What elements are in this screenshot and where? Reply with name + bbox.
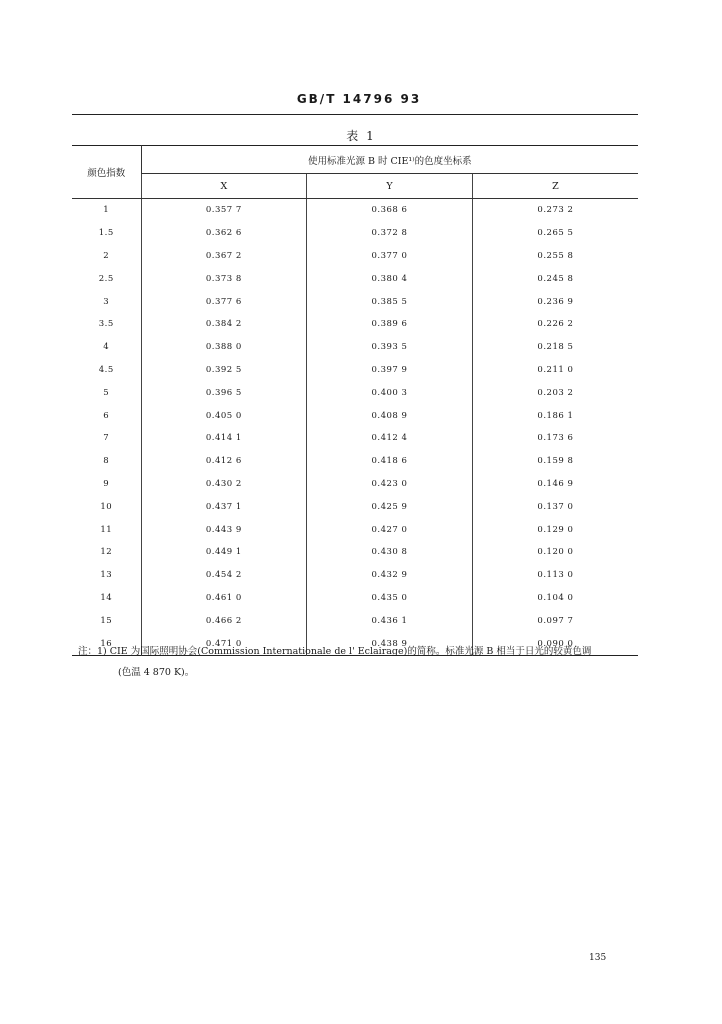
- table-row: [72, 564, 638, 587]
- z-value-cell: 0.173 6: [472, 427, 638, 450]
- y-value-cell: 0.432 9: [307, 564, 473, 587]
- y-value-cell: 0.436 1: [307, 609, 473, 632]
- table-row: [72, 336, 638, 359]
- color-index-cell: 2: [103, 250, 110, 261]
- chromaticity-table-wrapper: [72, 145, 638, 656]
- z-value-cell: 0.273 2: [472, 199, 638, 222]
- y-value-cell: 0.438 9: [307, 632, 473, 655]
- x-value-cell: 0.466 2: [141, 609, 307, 632]
- table-row: [72, 495, 638, 518]
- z-value-cell: 0.203 2: [472, 381, 638, 404]
- chromaticity-table: [72, 145, 638, 656]
- y-value-cell: 0.377 0: [307, 245, 473, 268]
- x-value-cell: 0.362 6: [141, 222, 307, 245]
- table-row: [72, 518, 638, 541]
- table-row: [72, 267, 638, 290]
- z-value-cell: 0.211 0: [472, 359, 638, 382]
- x-value-cell: 0.396 5: [141, 381, 307, 404]
- color-index-cell: 4.5: [98, 364, 114, 375]
- x-value-cell: 0.367 2: [141, 245, 307, 268]
- y-value-cell: 0.380 4: [307, 267, 473, 290]
- x-value-cell: 0.373 8: [141, 267, 307, 290]
- y-value-cell: 0.427 0: [307, 518, 473, 541]
- table-row: [72, 404, 638, 427]
- x-value-cell: 0.461 0: [141, 587, 307, 610]
- x-value-cell: 0.388 0: [141, 336, 307, 359]
- color-index-cell: 15: [100, 615, 113, 626]
- z-value-cell: 0.159 8: [472, 450, 638, 473]
- z-value-cell: 0.245 8: [472, 267, 638, 290]
- table-row: [72, 199, 638, 222]
- table-row: [72, 313, 638, 336]
- y-value-cell: 0.400 3: [307, 381, 473, 404]
- z-value-cell: 0.137 0: [472, 495, 638, 518]
- table-caption: 表 1: [346, 129, 376, 143]
- color-index-cell: 9: [103, 478, 110, 489]
- y-value-cell: 0.408 9: [307, 404, 473, 427]
- y-value-cell: 0.393 5: [307, 336, 473, 359]
- table-row: [72, 381, 638, 404]
- table-row: [72, 587, 638, 610]
- x-value-cell: 0.449 1: [141, 541, 307, 564]
- color-index-cell: 14: [100, 592, 113, 603]
- z-value-cell: 0.218 5: [472, 336, 638, 359]
- z-value-cell: 0.113 0: [472, 564, 638, 587]
- column-header-y: Y: [307, 174, 473, 199]
- table-row: [72, 473, 638, 496]
- table-row: [72, 427, 638, 450]
- color-index-cell: 3.5: [98, 319, 114, 330]
- x-value-cell: 0.357 7: [141, 199, 307, 222]
- z-value-cell: 0.090 0: [472, 632, 638, 655]
- y-value-cell: 0.418 6: [307, 450, 473, 473]
- color-index-cell: 1: [103, 205, 110, 216]
- z-value-cell: 0.146 9: [472, 473, 638, 496]
- x-value-cell: 0.430 2: [141, 473, 307, 496]
- footnote-line-2: (色温 4 870 K)。: [118, 667, 195, 678]
- table-row: [72, 541, 638, 564]
- z-value-cell: 0.236 9: [472, 290, 638, 313]
- z-value-cell: 0.097 7: [472, 609, 638, 632]
- color-index-cell: 6: [103, 410, 110, 421]
- z-value-cell: 0.104 0: [472, 587, 638, 610]
- x-value-cell: 0.412 6: [141, 450, 307, 473]
- standard-number: GB/T 14796 93: [296, 92, 422, 106]
- cie-coordinate-group-header: 使用标准光源 B 时 CIE¹⁾的色度坐标系: [141, 146, 638, 174]
- x-value-cell: 0.384 2: [141, 313, 307, 336]
- color-index-cell: 2.5: [98, 273, 114, 284]
- y-value-cell: 0.412 4: [307, 427, 473, 450]
- footnote-line-1: 注：1) CIE 为国际照明协会(Commission Internationale de l' Eclairage)的简称。标准光源 B 相当于日光的较黄色调: [78, 646, 592, 657]
- table-row: [72, 245, 638, 268]
- table-footnote: [78, 641, 638, 683]
- color-index-cell: 7: [103, 433, 110, 444]
- y-value-cell: 0.372 8: [307, 222, 473, 245]
- color-index-cell: 3: [103, 296, 110, 307]
- color-index-header: 颜色指数: [72, 146, 141, 199]
- color-index-cell: 11: [100, 524, 113, 535]
- z-value-cell: 0.255 8: [472, 245, 638, 268]
- table-row: [72, 222, 638, 245]
- y-value-cell: 0.389 6: [307, 313, 473, 336]
- table-row: [72, 359, 638, 382]
- column-header-z: Z: [472, 174, 638, 199]
- color-index-cell: 4: [103, 342, 110, 353]
- color-index-cell: 5: [103, 387, 110, 398]
- x-value-cell: 0.437 1: [141, 495, 307, 518]
- y-value-cell: 0.397 9: [307, 359, 473, 382]
- x-value-cell: 0.471 0: [141, 632, 307, 655]
- z-value-cell: 0.120 0: [472, 541, 638, 564]
- z-value-cell: 0.265 5: [472, 222, 638, 245]
- x-value-cell: 0.392 5: [141, 359, 307, 382]
- z-value-cell: 0.129 0: [472, 518, 638, 541]
- color-index-cell: 1.5: [98, 228, 114, 239]
- color-index-cell: 16: [100, 638, 113, 649]
- x-value-cell: 0.377 6: [141, 290, 307, 313]
- table-row: [72, 450, 638, 473]
- x-value-cell: 0.414 1: [141, 427, 307, 450]
- color-index-cell: 8: [103, 456, 110, 467]
- page-number: 135: [589, 953, 607, 963]
- y-value-cell: 0.368 6: [307, 199, 473, 222]
- y-value-cell: 0.435 0: [307, 587, 473, 610]
- color-index-cell: 10: [100, 501, 113, 512]
- table-row: [72, 609, 638, 632]
- z-value-cell: 0.186 1: [472, 404, 638, 427]
- table-row: [72, 290, 638, 313]
- y-value-cell: 0.385 5: [307, 290, 473, 313]
- header-rule: [72, 114, 638, 115]
- y-value-cell: 0.430 8: [307, 541, 473, 564]
- y-value-cell: 0.423 0: [307, 473, 473, 496]
- color-index-cell: 12: [100, 547, 113, 558]
- z-value-cell: 0.226 2: [472, 313, 638, 336]
- y-value-cell: 0.425 9: [307, 495, 473, 518]
- x-value-cell: 0.405 0: [141, 404, 307, 427]
- x-value-cell: 0.454 2: [141, 564, 307, 587]
- color-index-cell: 13: [100, 570, 113, 581]
- column-header-x: X: [141, 174, 307, 199]
- x-value-cell: 0.443 9: [141, 518, 307, 541]
